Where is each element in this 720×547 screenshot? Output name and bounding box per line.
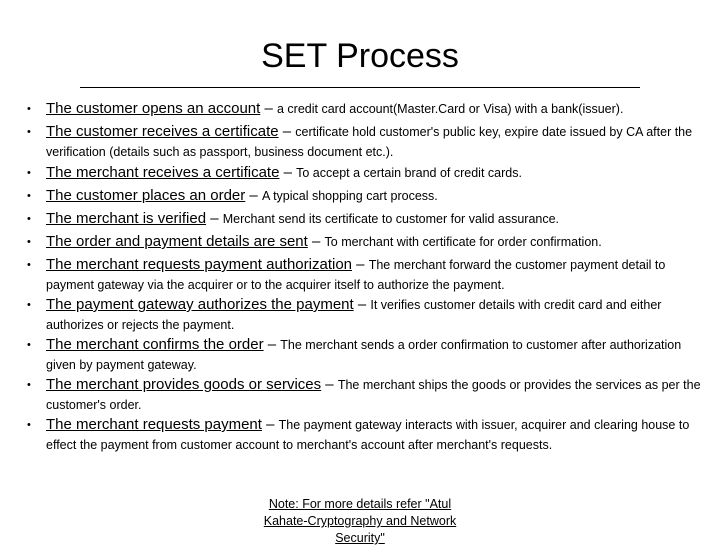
bullet-text xyxy=(46,415,706,455)
bullet-text xyxy=(46,122,706,162)
bullet-lead: The order and payment details are sent xyxy=(46,233,308,250)
bullet-separator: – xyxy=(307,233,325,250)
bullet-lead: The customer receives a certificate xyxy=(46,123,279,140)
bullet-separator: – xyxy=(263,336,281,353)
bullet-marker: • xyxy=(27,236,31,248)
bullet-separator: – xyxy=(261,416,279,433)
bullet-text xyxy=(46,232,706,252)
bullet-lead: The merchant provides goods or services xyxy=(46,376,322,393)
bullet-separator: – xyxy=(353,296,371,313)
bullet-lead: The payment gateway authorizes the payment xyxy=(46,296,354,313)
bullet-marker: • xyxy=(27,419,31,431)
bullet-detail: A typical shopping cart process. xyxy=(261,189,438,203)
slide-title: SET Process xyxy=(261,37,459,75)
bullet-detail: To merchant with certificate for order confirmation. xyxy=(324,235,602,249)
bullet-separator: – xyxy=(245,187,262,204)
bullet-detail: It verifies customer details with credit card and either authorizes or rejects the payment. xyxy=(46,298,662,332)
bullet-marker: • xyxy=(27,213,31,225)
title-divider xyxy=(80,87,640,88)
bullet-marker: • xyxy=(27,379,31,391)
bullet-text xyxy=(46,255,706,295)
bullet-marker: • xyxy=(27,167,31,179)
bullet-marker: • xyxy=(27,190,31,202)
bullet-detail: a credit card account(Master.Card or Visa) with a bank(issuer). xyxy=(276,102,624,116)
reference-note: Note: For more details refer "Atul Kahate-Cryptography and Network Security" xyxy=(263,497,457,545)
bullet-lead: The merchant requests payment xyxy=(46,416,262,433)
bullet-separator: – xyxy=(260,100,277,117)
bullet-text xyxy=(46,186,706,206)
bullet-lead: The merchant receives a certificate xyxy=(46,164,280,181)
bullet-text xyxy=(46,295,706,335)
bullet-marker: • xyxy=(27,339,31,351)
bullet-separator: – xyxy=(278,123,296,140)
bullet-separator: – xyxy=(321,376,338,393)
bullet-separator: – xyxy=(206,210,223,227)
bullet-detail: The payment gateway interacts with issuer, acquirer and clearing house to effect the payment from customer account to merchant's account after merchant's requests. xyxy=(46,418,690,452)
bullet-detail: certificate hold customer's public key, expire date issued by CA after the verification (details such as passport, business document etc.). xyxy=(46,125,693,159)
bullet-text xyxy=(46,375,706,415)
bullet-lead: The merchant confirms the order xyxy=(46,336,264,353)
bullet-lead: The customer places an order xyxy=(46,187,246,204)
bullet-lead: The customer opens an account xyxy=(46,100,261,117)
bullet-text xyxy=(46,163,706,183)
bullet-detail: The merchant sends a order confirmation to customer after authorization given by payment gateway. xyxy=(46,338,682,372)
bullet-marker: • xyxy=(27,299,31,311)
bullet-lead: The merchant requests payment authorization xyxy=(46,256,352,273)
bullet-text xyxy=(46,335,706,375)
bullet-marker: • xyxy=(27,259,31,271)
bullet-detail: Merchant send its certificate to customer for valid assurance. xyxy=(222,212,560,226)
bullet-separator: – xyxy=(352,256,369,273)
bullet-marker: • xyxy=(27,103,31,115)
bullet-detail: The merchant forward the customer payment detail to payment gateway via the acquirer or to the acquirer itself to authorize the payment. xyxy=(46,258,666,292)
bullet-text xyxy=(46,209,706,229)
bullet-detail: The merchant ships the goods or provides the services as per the customer's order. xyxy=(46,378,701,412)
bullet-lead: The merchant is verified xyxy=(46,210,207,227)
bullet-marker: • xyxy=(27,126,31,138)
bullet-separator: – xyxy=(279,164,297,181)
bullet-text xyxy=(46,99,706,119)
bullet-detail: To accept a certain brand of credit cards. xyxy=(296,166,522,180)
